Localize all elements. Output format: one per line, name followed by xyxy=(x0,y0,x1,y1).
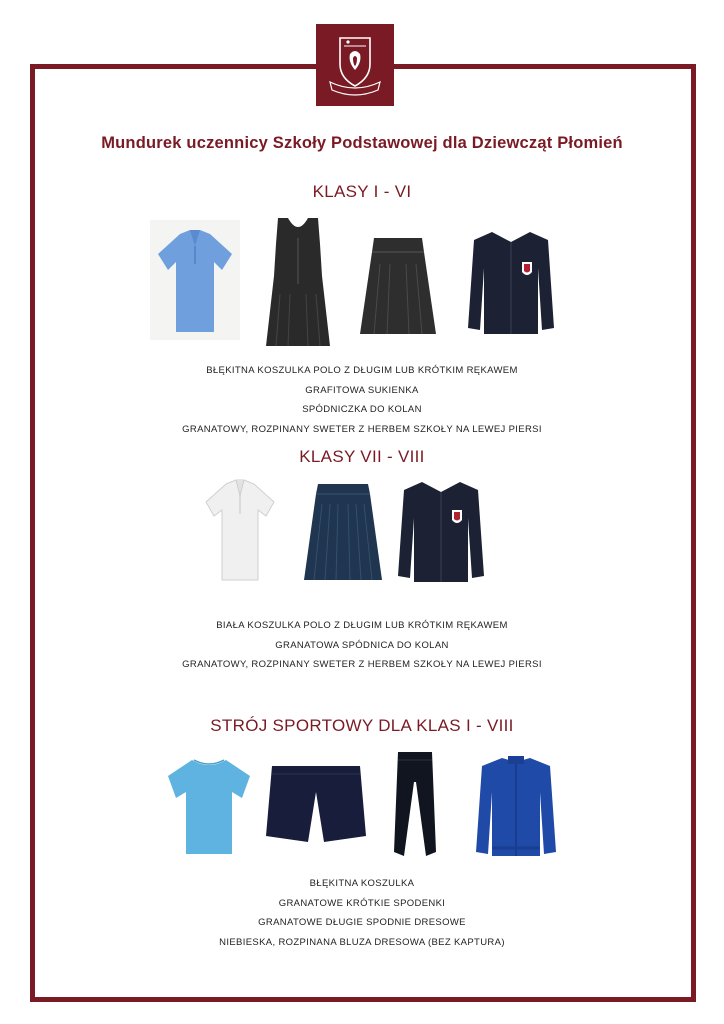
white-polo-shirt-image xyxy=(198,474,282,584)
list-item: GRANATOWE DŁUGIE SPODNIE DRESOWE xyxy=(258,917,466,928)
school-crest-logo xyxy=(316,24,394,106)
light-blue-polo-shirt-image xyxy=(150,220,240,340)
graphite-skirt-image xyxy=(358,234,438,338)
navy-sweatpants-image xyxy=(392,748,438,860)
item-list-grades-1-6 xyxy=(0,361,724,439)
page-title: Mundurek uczennicy Szkoły Podstawowej dla Dziewcząt Płomień xyxy=(101,134,623,152)
blue-zip-sweatshirt-image xyxy=(474,752,558,860)
navy-cardigan-image xyxy=(466,228,556,338)
list-item: GRANATOWY, ROZPINANY SWETER Z HERBEM SZKOŁY NA LEWEJ PIERSI xyxy=(182,659,542,670)
section-heading-grades-1-6: KLASY I - VI xyxy=(312,182,412,201)
list-item: BŁĘKITNA KOSZULKA xyxy=(309,878,415,889)
section-heading-sports: STRÓJ SPORTOWY DLA KLAS I - VIII xyxy=(210,716,514,735)
list-item: NIEBIESKA, ROZPINANA BLUZA DRESOWA (BEZ KAPTURA) xyxy=(219,936,505,948)
list-item: BIAŁA KOSZULKA POLO Z DŁUGIM LUB KRÓTKIM RĘKAWEM xyxy=(216,620,508,631)
list-item: BŁĘKITNA KOSZULKA POLO Z DŁUGIM LUB KRÓTKIM RĘKAWEM xyxy=(206,365,518,376)
graphite-dress-image xyxy=(260,214,336,350)
navy-pleated-skirt-image xyxy=(302,480,384,584)
list-item: SPÓDNICZKA DO KOLAN xyxy=(302,404,422,415)
list-item: GRANATOWY, ROZPINANY SWETER Z HERBEM SZKOŁY NA LEWEJ PIERSI xyxy=(182,423,542,435)
light-blue-tshirt-image xyxy=(164,754,254,858)
navy-cardigan-image xyxy=(396,478,486,586)
item-list-grades-7-8 xyxy=(0,616,724,675)
section-heading-grades-7-8: KLASY VII - VIII xyxy=(299,447,425,466)
list-item: GRAFITOWA SUKIENKA xyxy=(305,384,419,396)
navy-shorts-image xyxy=(264,762,368,848)
list-item: GRANATOWA SPÓDNICA DO KOLAN xyxy=(275,639,449,651)
crest-icon xyxy=(316,24,394,106)
item-list-sports xyxy=(0,874,724,952)
list-item: GRANATOWE KRÓTKIE SPODENKI xyxy=(278,897,446,909)
